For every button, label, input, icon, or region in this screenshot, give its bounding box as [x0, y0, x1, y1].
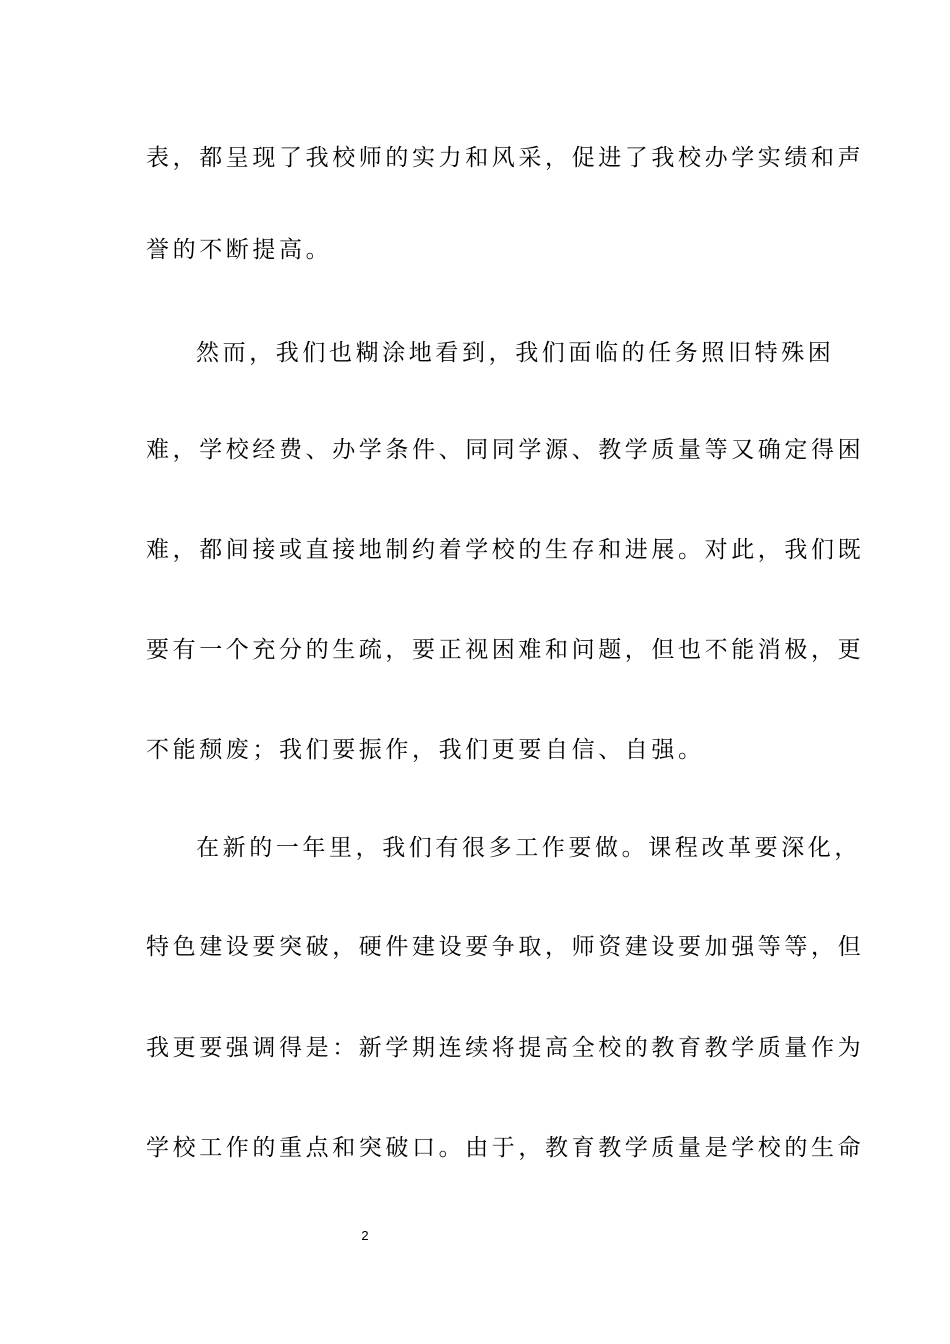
- text-line-3: 然而，我们也糊涂地看到，我们面临的任务照旧特殊困: [196, 340, 835, 366]
- text-line-6: 要有一个充分的生疏，要正视困难和问题，但也不能消极，更: [146, 637, 865, 663]
- text-line-4: 难，学校经费、办学条件、同同学源、教学质量等又确定得困: [146, 437, 865, 463]
- text-line-11: 学校工作的重点和突破口。由于，教育教学质量是学校的生命: [146, 1135, 865, 1161]
- text-line-8: 在新的一年里，我们有很多工作要做。课程改革要深化，: [196, 835, 861, 861]
- text-line-1: 表，都呈现了我校师的实力和风采，促进了我校办学实绩和声: [146, 145, 865, 171]
- text-line-9: 特色建设要突破，硬件建设要争取，师资建设要加强等等，但: [146, 934, 865, 960]
- text-line-7: 不能颓废；我们要振作，我们更要自信、自强。: [146, 737, 705, 763]
- page-number: 2: [361, 1228, 369, 1243]
- text-line-5: 难，都间接或直接地制约着学校的生存和进展。对此，我们既: [146, 537, 865, 563]
- text-line-10: 我更要强调得是：新学期连续将提高全校的教育教学质量作为: [146, 1035, 865, 1061]
- text-line-2: 誉的不断提高。: [146, 237, 333, 263]
